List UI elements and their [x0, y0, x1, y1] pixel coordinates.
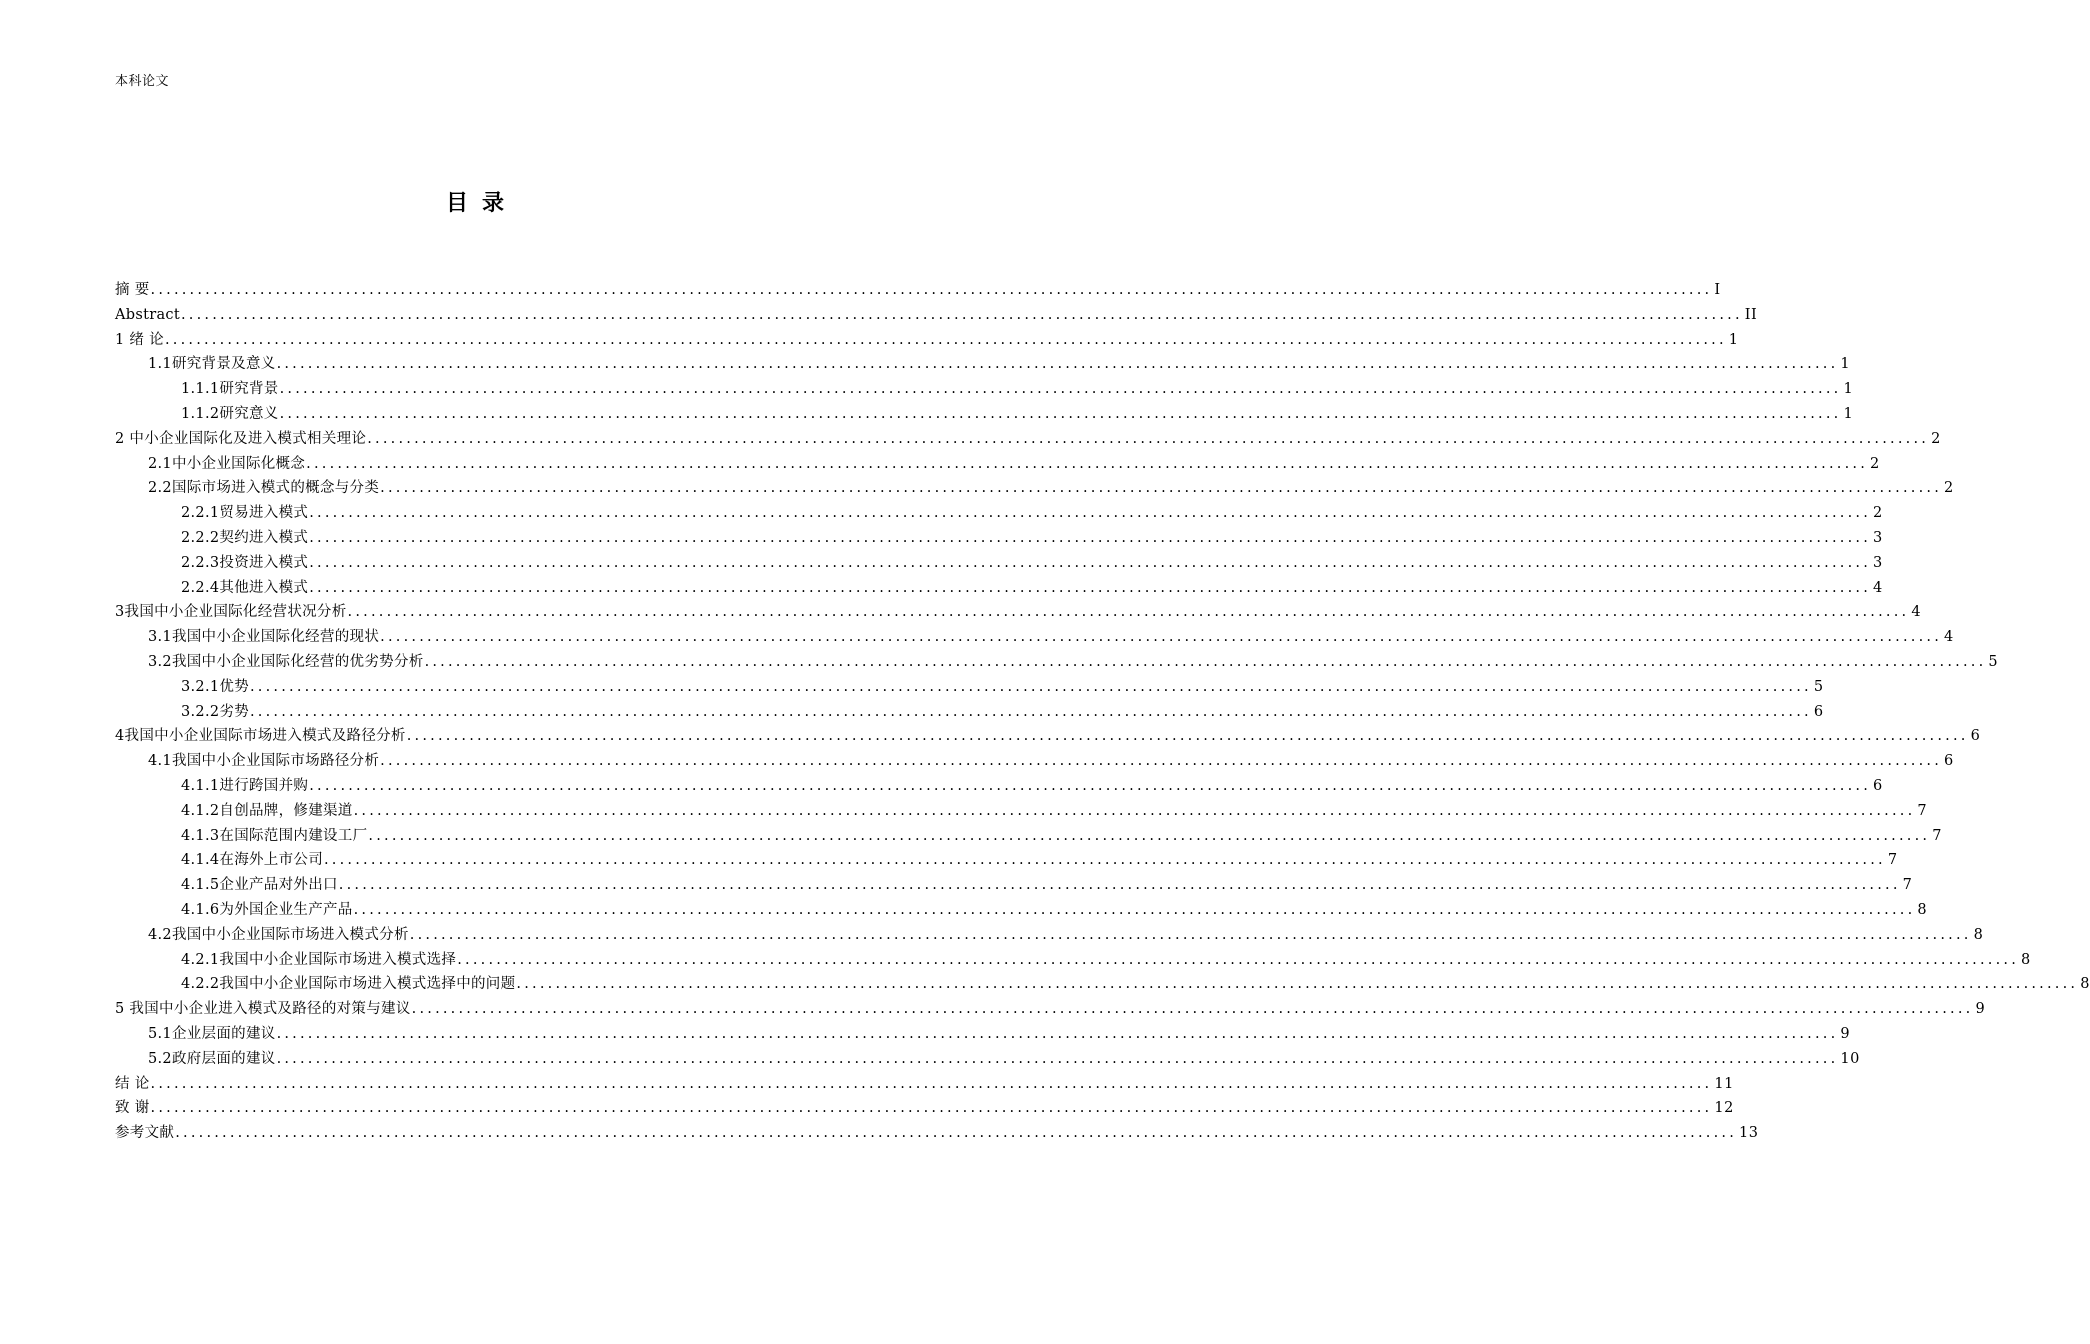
toc-entry-label: 2.2国际市场进入模式的概念与分类: [148, 480, 380, 497]
toc-entry-page: 6: [1873, 777, 1883, 794]
toc-entry[interactable]: [115, 625, 1954, 650]
toc-entry-page: 2: [1873, 505, 1883, 522]
toc-entry-label: 4.1.2自创品牌，修建渠道: [181, 802, 353, 819]
toc-leader-dots: ........................................................................................................................................................................................................: [368, 827, 1931, 844]
toc-entry-label: 5.2政府层面的建议: [148, 1050, 276, 1067]
toc-entry[interactable]: [115, 675, 1824, 700]
toc-entry-page: 8: [2021, 951, 2031, 968]
toc-entry-label: 4.1.3在国际范围内建设工厂: [181, 827, 368, 844]
toc-leader-dots: ........................................................................................................................................................................................................: [457, 951, 2020, 968]
toc-entry-label: 3.1我国中小企业国际化经营的现状: [148, 629, 380, 646]
toc-leader-dots: ........................................................................................................................................................................................................: [324, 852, 1886, 869]
toc-entry-label: 2.2.4其他进入模式: [181, 579, 309, 596]
toc-entry[interactable]: [115, 873, 1913, 898]
toc-entry[interactable]: [115, 799, 1928, 824]
toc-entry-page: 7: [1902, 877, 1913, 894]
toc-entry-page: 8: [1973, 926, 1984, 943]
page-header: 本科论文: [115, 74, 170, 89]
toc-entry-page: I: [1714, 282, 1721, 298]
toc-entry-label: 2.1中小企业国际化概念: [148, 455, 306, 472]
toc-entry[interactable]: [115, 328, 1739, 353]
toc-entry[interactable]: [115, 650, 1999, 675]
toc-entry-label: 4我国中小企业国际市场进入模式及路径分析: [115, 728, 406, 745]
toc-entry[interactable]: [115, 700, 1824, 725]
toc-entry-label: 1.1.2研究意义: [181, 405, 279, 422]
toc-entry[interactable]: [115, 427, 1941, 452]
toc-entry-page: 2: [1870, 455, 1880, 472]
toc-entry-page: 6: [1970, 728, 1981, 745]
toc-entry[interactable]: [115, 1047, 1860, 1072]
toc-entry-page: 1: [1728, 331, 1739, 348]
toc-entry-page: 5: [1813, 678, 1824, 695]
toc-entry-page: 1: [1843, 405, 1854, 422]
toc-leader-dots: ........................................................................................................................................................................................................: [309, 579, 1872, 596]
toc-entry[interactable]: [115, 972, 2090, 997]
toc-entry[interactable]: [115, 303, 1758, 328]
toc-entry[interactable]: [115, 1022, 1851, 1047]
toc-leader-dots: ........................................................................................................................................................................................................: [164, 331, 1727, 348]
toc-entry-page: II: [1744, 306, 1758, 323]
toc-entry-label: Abstract: [115, 306, 180, 323]
toc-entry-label: 4.1.6为外国企业生产产品: [181, 901, 353, 918]
toc-entry-label: 2 中小企业国际化及进入模式相关理论: [115, 430, 367, 447]
toc-leader-dots: ........................................................................................................................................................................................................: [411, 1001, 1974, 1018]
toc-entry[interactable]: [115, 551, 1883, 576]
toc-entry[interactable]: [115, 576, 1883, 601]
toc-entry-page: 7: [1917, 802, 1928, 819]
toc-entry-label: 1 绪 论: [115, 331, 164, 348]
toc-entry-page: 13: [1739, 1125, 1759, 1142]
toc-entry-page: 12: [1714, 1100, 1734, 1117]
toc-entry-page: 8: [1917, 901, 1928, 918]
toc-entry-page: 1: [1843, 381, 1854, 398]
toc-entry-page: 10: [1840, 1050, 1860, 1067]
toc-entry[interactable]: [115, 452, 1880, 477]
toc-leader-dots: ........................................................................................................................................................................................................: [338, 877, 1901, 894]
toc-entry-page: 9: [1975, 1001, 1986, 1018]
toc-entry-page: 8: [2080, 976, 2090, 993]
toc-entry[interactable]: [115, 948, 2031, 973]
toc-entry-page: 2: [1931, 430, 1941, 447]
toc-entry-page: 7: [1887, 852, 1898, 869]
toc-leader-dots: ........................................................................................................................................................................................................: [424, 653, 1987, 670]
toc-leader-dots: ........................................................................................................................................................................................................: [367, 430, 1930, 447]
toc-entry-page: 4: [1944, 629, 1954, 646]
toc-leader-dots: ........................................................................................................................................................................................................: [406, 728, 1969, 745]
toc-entry-label: 3.2.1优势: [181, 678, 249, 695]
table-of-contents: [115, 278, 2090, 1146]
toc-leader-dots: ........................................................................................................................................................................................................: [309, 554, 1872, 571]
toc-entry-label: 致 谢: [115, 1100, 150, 1117]
toc-entry-page: 3: [1873, 554, 1883, 571]
toc-leader-dots: ........................................................................................................................................................................................................: [279, 381, 1842, 398]
toc-entry[interactable]: [115, 923, 1984, 948]
toc-entry-label: 4.1.4在海外上市公司: [181, 852, 323, 869]
toc-entry[interactable]: [115, 724, 1981, 749]
toc-entry-label: 3.2我国中小企业国际化经营的优劣势分析: [148, 653, 424, 670]
toc-entry[interactable]: [115, 377, 1854, 402]
toc-entry-label: 2.2.1贸易进入模式: [181, 505, 309, 522]
toc-entry-page: 6: [1813, 703, 1824, 720]
toc-entry[interactable]: [115, 1072, 1734, 1097]
toc-leader-dots: ........................................................................................................................................................................................................: [279, 405, 1842, 422]
toc-entry-label: 4.2.2我国中小企业国际市场进入模式选择中的问题: [181, 976, 516, 993]
toc-entry-label: 5 我国中小企业进入模式及路径的对策与建议: [115, 1001, 411, 1018]
toc-entry[interactable]: [115, 1096, 1734, 1121]
toc-entry[interactable]: [115, 1121, 1759, 1146]
toc-entry[interactable]: [115, 402, 1854, 427]
toc-entry-page: 9: [1840, 1025, 1851, 1042]
toc-leader-dots: ........................................................................................................................................................................................................: [353, 901, 1916, 918]
toc-entry-label: 3.2.2劣势: [181, 703, 249, 720]
toc-entry[interactable]: [115, 600, 1922, 625]
toc-leader-dots: ........................................................................................................................................................................................................: [175, 1125, 1738, 1142]
toc-leader-dots: ........................................................................................................................................................................................................: [250, 678, 1812, 695]
page-title: 目录: [445, 190, 518, 216]
toc-entry-label: 4.2.1我国中小企业国际市场进入模式选择: [181, 951, 457, 968]
toc-leader-dots: ........................................................................................................................................................................................................: [150, 1100, 1713, 1117]
toc-leader-dots: ........................................................................................................................................................................................................: [180, 306, 1743, 323]
toc-entry[interactable]: [115, 352, 1851, 377]
toc-entry[interactable]: [115, 774, 1883, 799]
toc-entry[interactable]: [115, 526, 1883, 551]
toc-leader-dots: ........................................................................................................................................................................................................: [380, 753, 1942, 770]
toc-entry-label: 参考文献: [115, 1125, 175, 1142]
toc-entry-page: 2: [1944, 480, 1954, 497]
toc-leader-dots: ........................................................................................................................................................................................................: [309, 777, 1872, 794]
toc-entry[interactable]: [115, 824, 1942, 849]
toc-entry-label: 结 论: [115, 1075, 150, 1092]
toc-leader-dots: ........................................................................................................................................................................................................: [276, 1025, 1839, 1042]
toc-entry-page: 1: [1840, 356, 1851, 373]
toc-entry-label: 摘 要: [115, 282, 150, 298]
toc-entry-label: 2.2.3投资进入模式: [181, 554, 309, 571]
toc-entry-label: 4.1.5企业产品对外出口: [181, 877, 338, 894]
toc-entry-page: 4: [1911, 604, 1922, 621]
toc-entry-page: 7: [1932, 827, 1942, 844]
toc-leader-dots: ........................................................................................................................................................................................................: [276, 356, 1839, 373]
toc-leader-dots: ........................................................................................................................................................................................................: [353, 802, 1916, 819]
toc-leader-dots: ........................................................................................................................................................................................................: [150, 1075, 1713, 1092]
toc-entry[interactable]: [115, 848, 1898, 873]
toc-entry[interactable]: [115, 476, 1954, 501]
toc-entry-label: 4.2我国中小企业国际市场进入模式分析: [148, 926, 409, 943]
toc-entry[interactable]: [115, 749, 1954, 774]
toc-entry-label: 1.1研究背景及意义: [148, 356, 276, 373]
toc-leader-dots: ........................................................................................................................................................................................................: [347, 604, 1910, 621]
toc-leader-dots: ........................................................................................................................................................................................................: [380, 480, 1942, 497]
toc-entry[interactable]: [115, 501, 1883, 526]
toc-leader-dots: ........................................................................................................................................................................................................: [309, 529, 1872, 546]
toc-entry-label: 1.1.1研究背景: [181, 381, 279, 398]
toc-leader-dots: ........................................................................................................................................................................................................: [409, 926, 1972, 943]
toc-entry-label: 2.2.2契约进入模式: [181, 529, 309, 546]
toc-entry-page: 6: [1944, 753, 1954, 770]
toc-entry[interactable]: [115, 997, 1986, 1022]
toc-leader-dots: ........................................................................................................................................................................................................: [380, 629, 1942, 646]
toc-leader-dots: ........................................................................................................................................................................................................: [309, 505, 1872, 522]
toc-entry-page: 3: [1873, 529, 1883, 546]
toc-leader-dots: ........................................................................................................................................................................................................: [306, 455, 1868, 472]
toc-entry-label: 4.1.1进行跨国并购: [181, 777, 309, 794]
toc-leader-dots: ........................................................................................................................................................................................................: [276, 1050, 1839, 1067]
toc-entry[interactable]: [115, 898, 1928, 923]
toc-entry-label: 4.1我国中小企业国际市场路径分析: [148, 753, 380, 770]
toc-leader-dots: ........................................................................................................................................................................................................: [250, 703, 1812, 720]
toc-entry-label: 3我国中小企业国际化经营状况分析: [115, 604, 347, 621]
toc-leader-dots: ........................................................................................................................................................................................................: [516, 976, 2079, 993]
toc-entry-page: 5: [1988, 653, 1999, 670]
toc-entry-page: 11: [1714, 1075, 1734, 1092]
toc-entry[interactable]: [115, 278, 1721, 303]
toc-leader-dots: ........................................................................................................................................................................................................: [150, 282, 1713, 298]
toc-entry-page: 4: [1873, 579, 1883, 596]
toc-entry-label: 5.1企业层面的建议: [148, 1025, 276, 1042]
